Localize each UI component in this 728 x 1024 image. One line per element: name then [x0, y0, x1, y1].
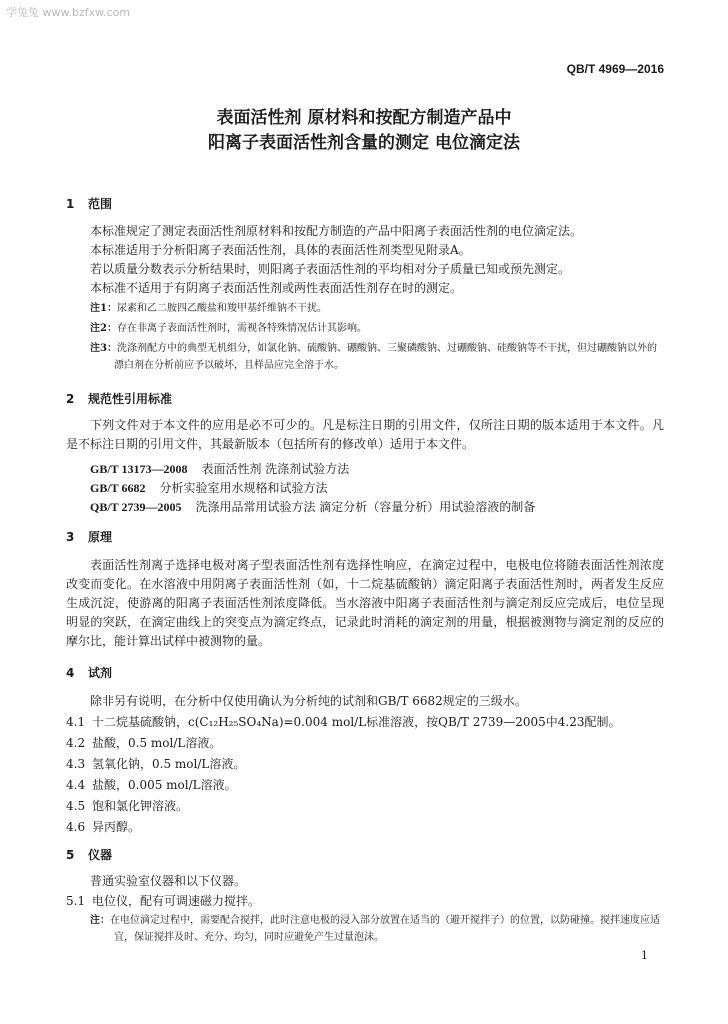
note-text: 尿素和乙二胺四乙酸盐和羧甲基纤维钠不干扰。: [116, 303, 327, 314]
document-number: QB/T 4969—2016: [566, 62, 664, 76]
scope-paragraph: 本标准不适用于有阴离子表面活性剂或两性表面活性剂存在时的测定。: [90, 281, 463, 295]
reference-code: GB/T 6682: [90, 481, 146, 495]
item-number: 5.1: [66, 894, 86, 908]
section-heading-reagents: [66, 664, 112, 681]
section-title: 试剂: [88, 666, 113, 680]
document-title-line-2: 阳离子表面活性剂含量的测定 电位滴定法: [208, 133, 520, 153]
scope-paragraph: 若以质量分数表示分析结果时，则阳离子表面活性剂的平均相对分子质量已知或预先测定。: [90, 262, 571, 276]
reference-entry: [90, 460, 349, 477]
reference-entry: [90, 479, 327, 496]
note-label: 注1：: [90, 303, 117, 314]
watermark: 学兔兔 www.bzfxw.com: [6, 6, 131, 19]
reagent-item: [66, 797, 188, 814]
item-number: 4.5: [66, 799, 86, 813]
reagents-intro: 除非另有说明，在分析中仅使用确认为分析纯的试剂和GB/T 6682规定的三级水。: [90, 694, 527, 708]
section-heading-normative-references: [66, 390, 172, 407]
item-text: 氢氧化钠，0.5 mol/L溶液。: [92, 757, 246, 771]
reagent-item: [66, 818, 140, 835]
reagent-item: [66, 713, 621, 730]
principle-paragraph: 表面活性剂离子选择电极对离子型表面活性剂有选择性响应，在滴定过程中，电极电位将随表面活性剂浓度改变而变化。在水溶液中用阴离子表面活性剂（如，十二烷基硫酸钠）滴定阳离子表面活性剂时，两者发生反应生成沉淀，使游离的阳离子表面活性剂浓度降低。当水溶液中阳离子表面活性剂与滴定剂反应完成后，电位呈现明显的突跃，在滴定曲线上的突变点为滴定终点，记录此时消耗的滴定剂的用量，根据被测物与滴定剂的反应的摩尔比，能计算出试样中被测物的量。: [66, 558, 664, 648]
item-text: 盐酸，0.005 mol/L溶液。: [92, 778, 237, 792]
section-title: 规范性引用标准: [88, 392, 173, 406]
item-text: 饱和氯化钾溶液。: [92, 799, 189, 813]
apparatus-item: [66, 892, 260, 909]
note-label: 注3：: [90, 343, 117, 354]
scope-paragraph: 本标准规定了测定表面活性剂原材料和按配方制造的产品中阳离子表面活性剂的电位滴定法。: [90, 224, 583, 238]
section-number: 3: [66, 530, 75, 544]
reference-title: 表面活性剂 洗涤剂试验方法: [201, 462, 350, 476]
item-number: 4.3: [66, 757, 86, 771]
reference-code: QB/T 2739—2005: [90, 500, 182, 514]
note: [90, 300, 664, 317]
section-title: 范围: [88, 197, 113, 211]
reference-title: 分析实验室用水规格和试验方法: [159, 481, 328, 495]
note-label: 注2：: [90, 323, 117, 334]
note: [90, 320, 664, 337]
reference-code: GB/T 13173—2008: [90, 462, 188, 476]
reagent-item: [66, 776, 237, 793]
reagent-item: [66, 755, 245, 772]
section-title: 原理: [88, 530, 113, 544]
note-label: 注：: [90, 915, 110, 926]
note-text: 洗涤剂配方中的典型无机组分，如氯化钠、硫酸钠、硼酸钠、三聚磷酸钠、过硼酸钠、硅酸钠等不干扰，但过硼酸钠以外的漂白剂在分析前应予以破坏，且样品应完全溶于水。: [114, 343, 657, 371]
item-text: 盐酸，0.5 mol/L溶液。: [92, 736, 222, 750]
section-number: 1: [66, 197, 75, 211]
section-number: 2: [66, 392, 75, 406]
reference-entry: [90, 498, 535, 515]
apparatus-intro: 普通实验室仪器和以下仪器。: [90, 874, 247, 888]
page-number: 1: [641, 949, 648, 962]
note: [90, 340, 664, 374]
section-heading-apparatus: [66, 846, 112, 863]
item-number: 4.6: [66, 820, 86, 834]
scope-paragraph: 本标准适用于分析阳离子表面活性剂，具体的表面活性剂类型见附录A。: [90, 243, 471, 257]
section-number: 5: [66, 848, 75, 862]
section-title: 仪器: [88, 848, 113, 862]
item-number: 4.1: [66, 715, 86, 729]
item-text: 十二烷基硫酸钠，c(C₁₂H₂₅SO₄Na)=0.004 mol/L标准溶液，按QB/T 2739—2005中4.23配制。: [92, 715, 621, 729]
reagent-item: [66, 734, 221, 751]
references-paragraph: 下列文件对于本文件的应用是必不可少的。凡是标注日期的引用文件，仅所注日期的版本适用于本文件。凡是不标注日期的引用文件，其最新版本（包括所有的修改单）适用于本文件。: [66, 418, 664, 451]
section-heading-principle: [66, 528, 112, 545]
item-text: 异丙醇。: [92, 820, 141, 834]
note: [90, 912, 664, 946]
item-text: 电位仪，配有可调速磁力搅拌。: [92, 894, 261, 908]
section-number: 4: [66, 666, 75, 680]
note-text: 存在非离子表面活性剂时，需视各特殊情况估计其影响。: [116, 323, 367, 334]
reference-title: 洗涤用品常用试验方法 滴定分析（容量分析）用试验溶液的制备: [195, 500, 536, 514]
document-title-line-1: 表面活性剂 原材料和按配方制造产品中: [216, 108, 512, 128]
section-heading-scope: [66, 195, 112, 212]
item-number: 4.2: [66, 736, 86, 750]
item-number: 4.4: [66, 778, 86, 792]
note-text: 在电位滴定过程中，需要配合搅拌，此时注意电极的浸入部分放置在适当的（避开搅拌子）的位置，以防碰撞。搅拌速度应适宜，保证搅拌及时、充分、均匀，同时应避免产生过量泡沫。: [110, 915, 660, 943]
